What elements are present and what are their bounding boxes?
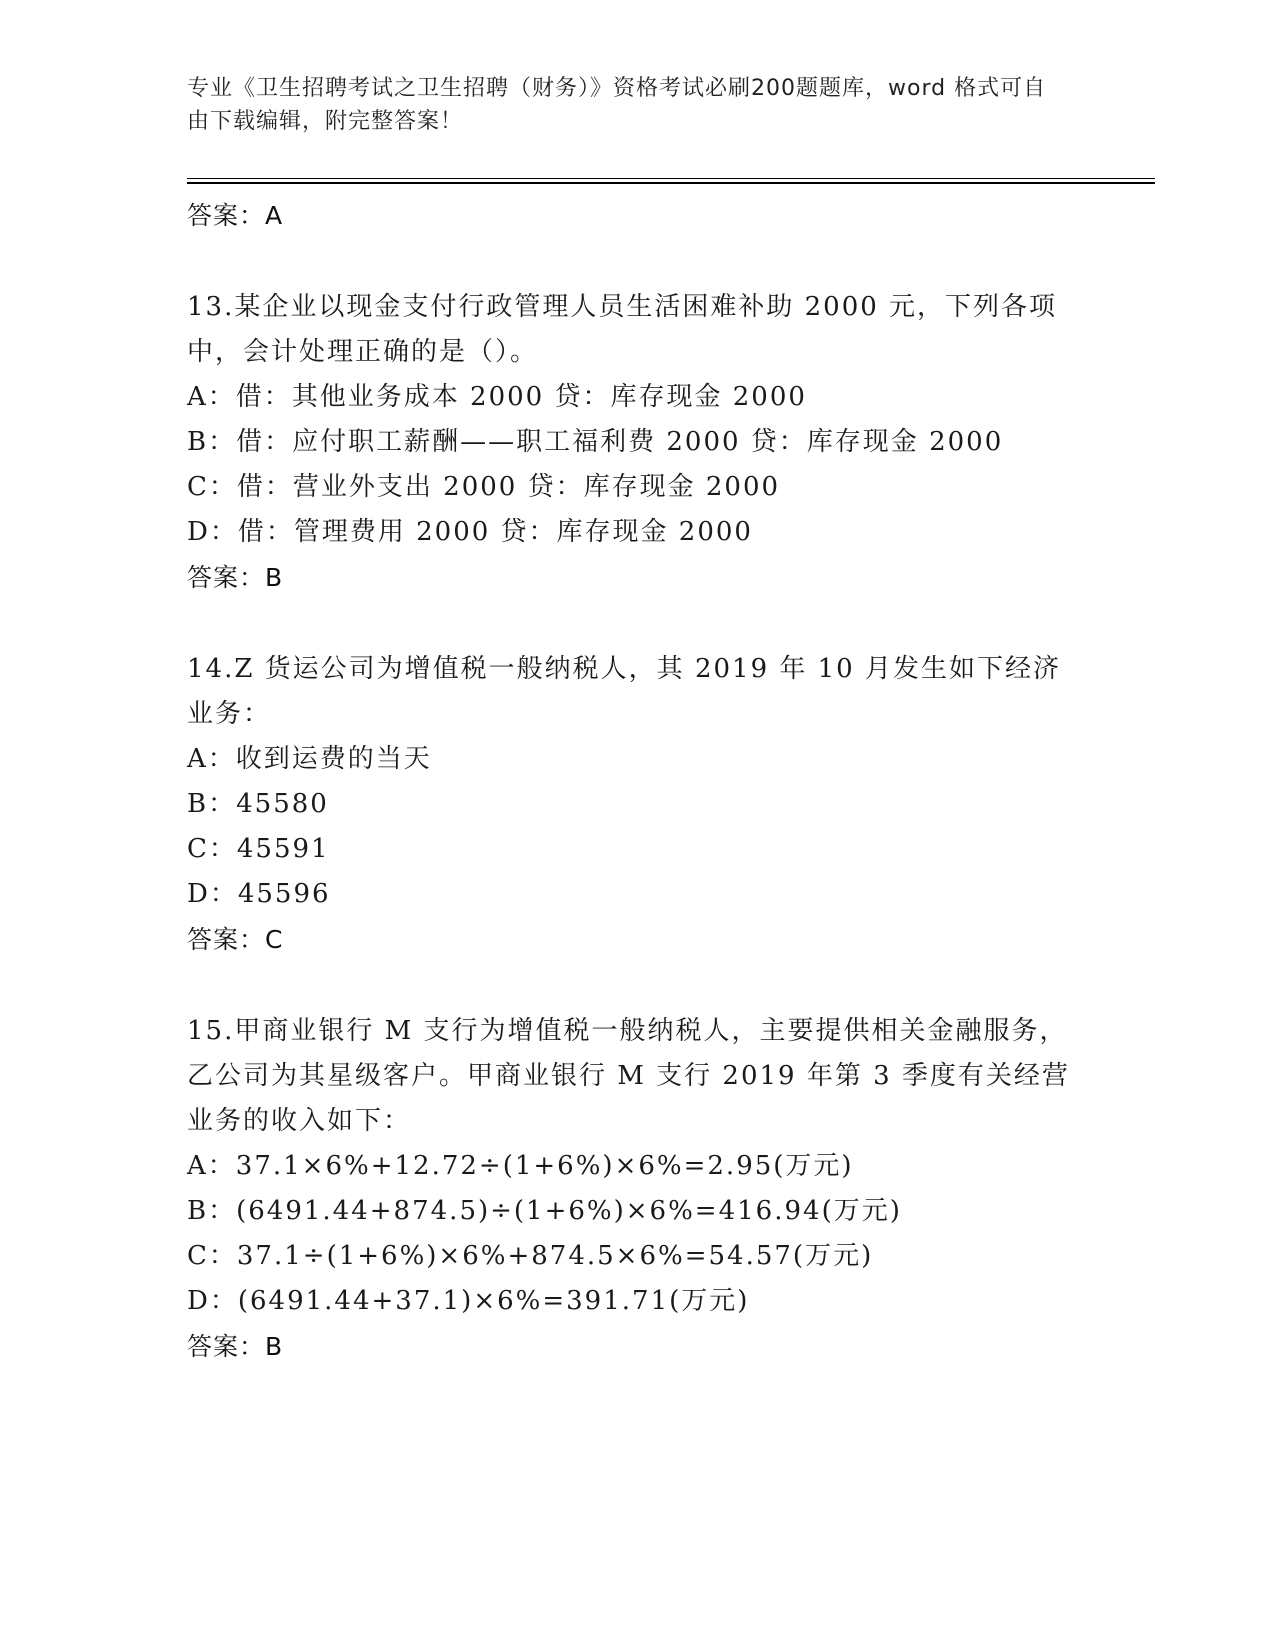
question-14-option-d: D：45596	[187, 879, 331, 909]
question-13-option-b: B：借：应付职工薪酬——职工福利费 2000 贷：库存现金 2000	[187, 427, 1004, 457]
question-14-stem: 14.Z 货运公司为增值税一般纳税人，其 2019 年 10 月发生如下经济业务：	[187, 654, 1061, 729]
question-13-option-c: C：借：营业外支出 2000 贷：库存现金 2000	[187, 472, 781, 502]
answer-12: 答案：A	[187, 201, 284, 230]
question-14-option-a: A：收到运费的当天	[187, 744, 432, 774]
question-block-15	[187, 1008, 1087, 1370]
question-block-14	[187, 646, 1087, 963]
document-body	[187, 193, 1087, 1370]
spacer	[187, 239, 1087, 284]
question-14-option-b: B：45580	[187, 789, 329, 819]
question-13-stem: 13.某企业以现金支付行政管理人员生活困难补助 2000 元，下列各项中，会计处理正确的是（）。	[187, 292, 1058, 367]
document-header: 专业《卫生招聘考试之卫生招聘（财务）》资格考试必刷200题题库，word 格式可自由下载编辑，附完整答案！	[187, 76, 1047, 134]
header-rule-thick	[187, 182, 1155, 184]
answer-13: 答案：B	[187, 563, 284, 592]
question-15-option-a: A：37.1×6%+12.72÷(1+6%)×6%=2.95(万元)	[187, 1151, 854, 1181]
question-15-option-c: C：37.1÷(1+6%)×6%+874.5×6%=54.57(万元)	[187, 1241, 874, 1271]
answer-14: 答案：C	[187, 925, 284, 954]
answer-15: 答案：B	[187, 1332, 284, 1361]
question-13-option-a: A：借：其他业务成本 2000 贷：库存现金 2000	[187, 382, 807, 412]
question-block-13	[187, 284, 1087, 601]
question-15-option-d: D：(6491.44+37.1)×6%=391.71(万元)	[187, 1286, 750, 1316]
question-15-option-b: B：(6491.44+874.5)÷(1+6%)×6%=416.94(万元)	[187, 1196, 902, 1226]
question-14-option-c: C：45591	[187, 834, 330, 864]
spacer	[187, 601, 1087, 646]
question-13-option-d: D：借：管理费用 2000 贷：库存现金 2000	[187, 517, 753, 547]
question-15-stem: 15.甲商业银行 M 支行为增值税一般纳税人，主要提供相关金融服务，乙公司为其星级客户。甲商业银行 M 支行 2019 年第 3 季度有关经营业务的收入如下：	[187, 1016, 1070, 1136]
header-rule-thin	[187, 178, 1155, 179]
spacer	[187, 963, 1087, 1008]
